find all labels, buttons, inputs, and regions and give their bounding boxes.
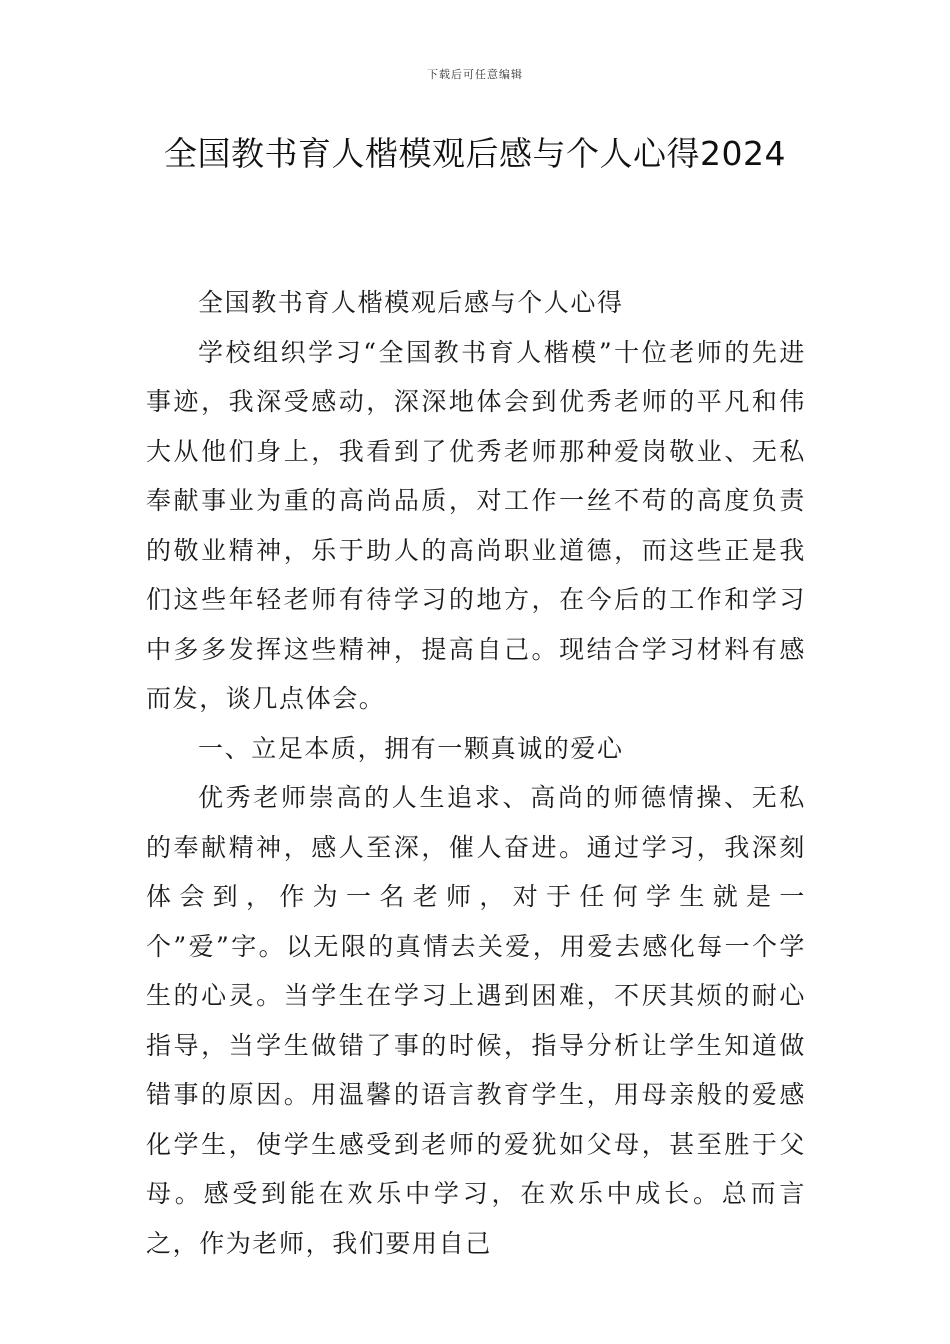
body-paragraph: 优秀老师崇高的人生追求、高尚的师德情操、无私的奉献精神，感人至深，催人奋进。通过学习，我深刻体会到，作为一名老师，对于任何学生就是一个”爱”字。以无限的真情去关爱，用爱去感化每一个学生的心灵。当学生在学习上遇到困难，不厌其烦的耐心指导，当学生做错了事的时候，指导分析让学生知道做错事的原因。用温馨的语言教育学生，用母亲般的爱感化学生，使学生感受到老师的爱犹如父母，甚至胜于父母。感受到能在欢乐中学习，在欢乐中成长。总而言之，作为老师，我们要用自己 bbox=[146, 783, 806, 1258]
section-heading: 一、立足本质，拥有一颗真诚的爱心 bbox=[198, 733, 624, 763]
body-paragraph: 学校组织学习“全国教书育人楷模”十位老师的先进事迹，我深受感动，深深地体会到优秀老师的平凡和伟大从他们身上，我看到了优秀老师那种爱岗敬业、无私奉献事业为重的高尚品质，对工作一丝不苟的高度负责的敬业精神，乐于助人的高尚职业道德，而这些正是我们这些年轻老师有待学习的地方，在今后的工作和学习中多多发挥这些精神，提高自己。现结合学习材料有感而发，谈几点体会。 bbox=[146, 337, 806, 713]
document-title: 全国教书育人楷模观后感与个人心得2024 bbox=[164, 134, 786, 173]
subtitle-paragraph: 全国教书育人楷模观后感与个人心得 bbox=[198, 288, 624, 317]
document-body bbox=[146, 278, 806, 1268]
header-note: 下载后可任意编辑 bbox=[427, 68, 523, 81]
